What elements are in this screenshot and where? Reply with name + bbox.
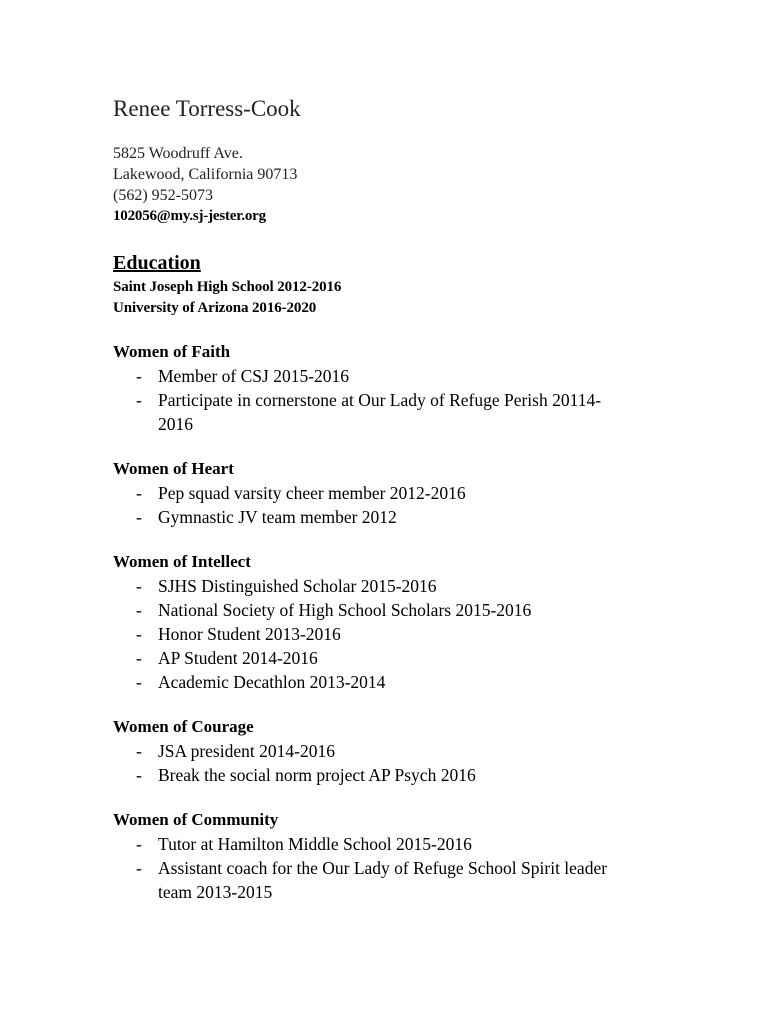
section-heading: Women of Courage	[113, 717, 254, 736]
bullet-dash: -	[136, 624, 142, 644]
list-item-text: Assistant coach for the Our Lady of Refuge School Spirit leader team 2013-2015	[158, 858, 608, 902]
bullet-dash: -	[136, 576, 142, 596]
education-entry: Saint Joseph High School 2012-2016	[113, 279, 342, 295]
section-items	[113, 739, 733, 787]
list-item-text: National Society of High School Scholars 2015-2016	[158, 600, 532, 620]
section-items	[113, 574, 733, 694]
list-item	[113, 832, 628, 856]
list-item-text: Participate in cornerstone at Our Lady of Refuge Perish 20114-2016	[158, 390, 602, 434]
list-item	[113, 670, 628, 694]
section-items	[113, 364, 733, 436]
list-item-text: Academic Decathlon 2013-2014	[158, 672, 386, 692]
list-item-text: Member of CSJ 2015-2016	[158, 366, 350, 386]
list-item-text: AP Student 2014-2016	[158, 648, 318, 668]
section-heading: Women of Faith	[113, 342, 231, 361]
contact-block	[113, 143, 733, 227]
bullet-dash: -	[136, 600, 142, 620]
phone-number: (562) 952-5073	[113, 187, 213, 204]
list-item	[113, 481, 628, 505]
section-heading: Women of Heart	[113, 459, 234, 478]
list-item-text: Tutor at Hamilton Middle School 2015-2016	[158, 834, 472, 854]
section-women-of-heart	[113, 457, 733, 529]
list-item	[113, 739, 628, 763]
list-item-text: Break the social norm project AP Psych 2016	[158, 765, 476, 785]
section-items	[113, 481, 733, 529]
section-women-of-community	[113, 808, 733, 904]
section-items	[113, 832, 733, 904]
bullet-dash: -	[136, 834, 142, 854]
list-item	[113, 574, 628, 598]
section-women-of-courage	[113, 715, 733, 787]
list-item-text: Gymnastic JV team member 2012	[158, 507, 397, 527]
list-item	[113, 505, 628, 529]
section-women-of-intellect	[113, 550, 733, 694]
bullet-dash: -	[136, 765, 142, 785]
email-address: 102056@my.sj-jester.org	[113, 208, 266, 224]
list-item	[113, 856, 628, 904]
address-city: Lakewood, California 90713	[113, 166, 298, 183]
list-item-text: Pep squad varsity cheer member 2012-2016	[158, 483, 466, 503]
education-heading: Education	[113, 252, 201, 274]
list-item-text: Honor Student 2013-2016	[158, 624, 341, 644]
resume-name: Renee Torress-Cook	[113, 96, 301, 121]
bullet-dash: -	[136, 483, 142, 503]
bullet-dash: -	[136, 390, 142, 410]
education-list	[113, 277, 733, 319]
list-item	[113, 388, 628, 436]
list-item	[113, 364, 628, 388]
address-street: 5825 Woodruff Ave.	[113, 145, 243, 162]
list-item	[113, 646, 628, 670]
bullet-dash: -	[136, 858, 142, 878]
bullet-dash: -	[136, 366, 142, 386]
section-heading: Women of Intellect	[113, 552, 251, 571]
list-item-text: JSA president 2014-2016	[158, 741, 335, 761]
bullet-dash: -	[136, 741, 142, 761]
list-item-text: SJHS Distinguished Scholar 2015-2016	[158, 576, 437, 596]
bullet-dash: -	[136, 648, 142, 668]
list-item	[113, 622, 628, 646]
resume-document	[113, 94, 733, 904]
section-women-of-faith	[113, 340, 733, 436]
education-entry: University of Arizona 2016-2020	[113, 300, 317, 316]
bullet-dash: -	[136, 507, 142, 527]
bullet-dash: -	[136, 672, 142, 692]
list-item	[113, 598, 628, 622]
list-item	[113, 763, 628, 787]
section-heading: Women of Community	[113, 810, 279, 829]
